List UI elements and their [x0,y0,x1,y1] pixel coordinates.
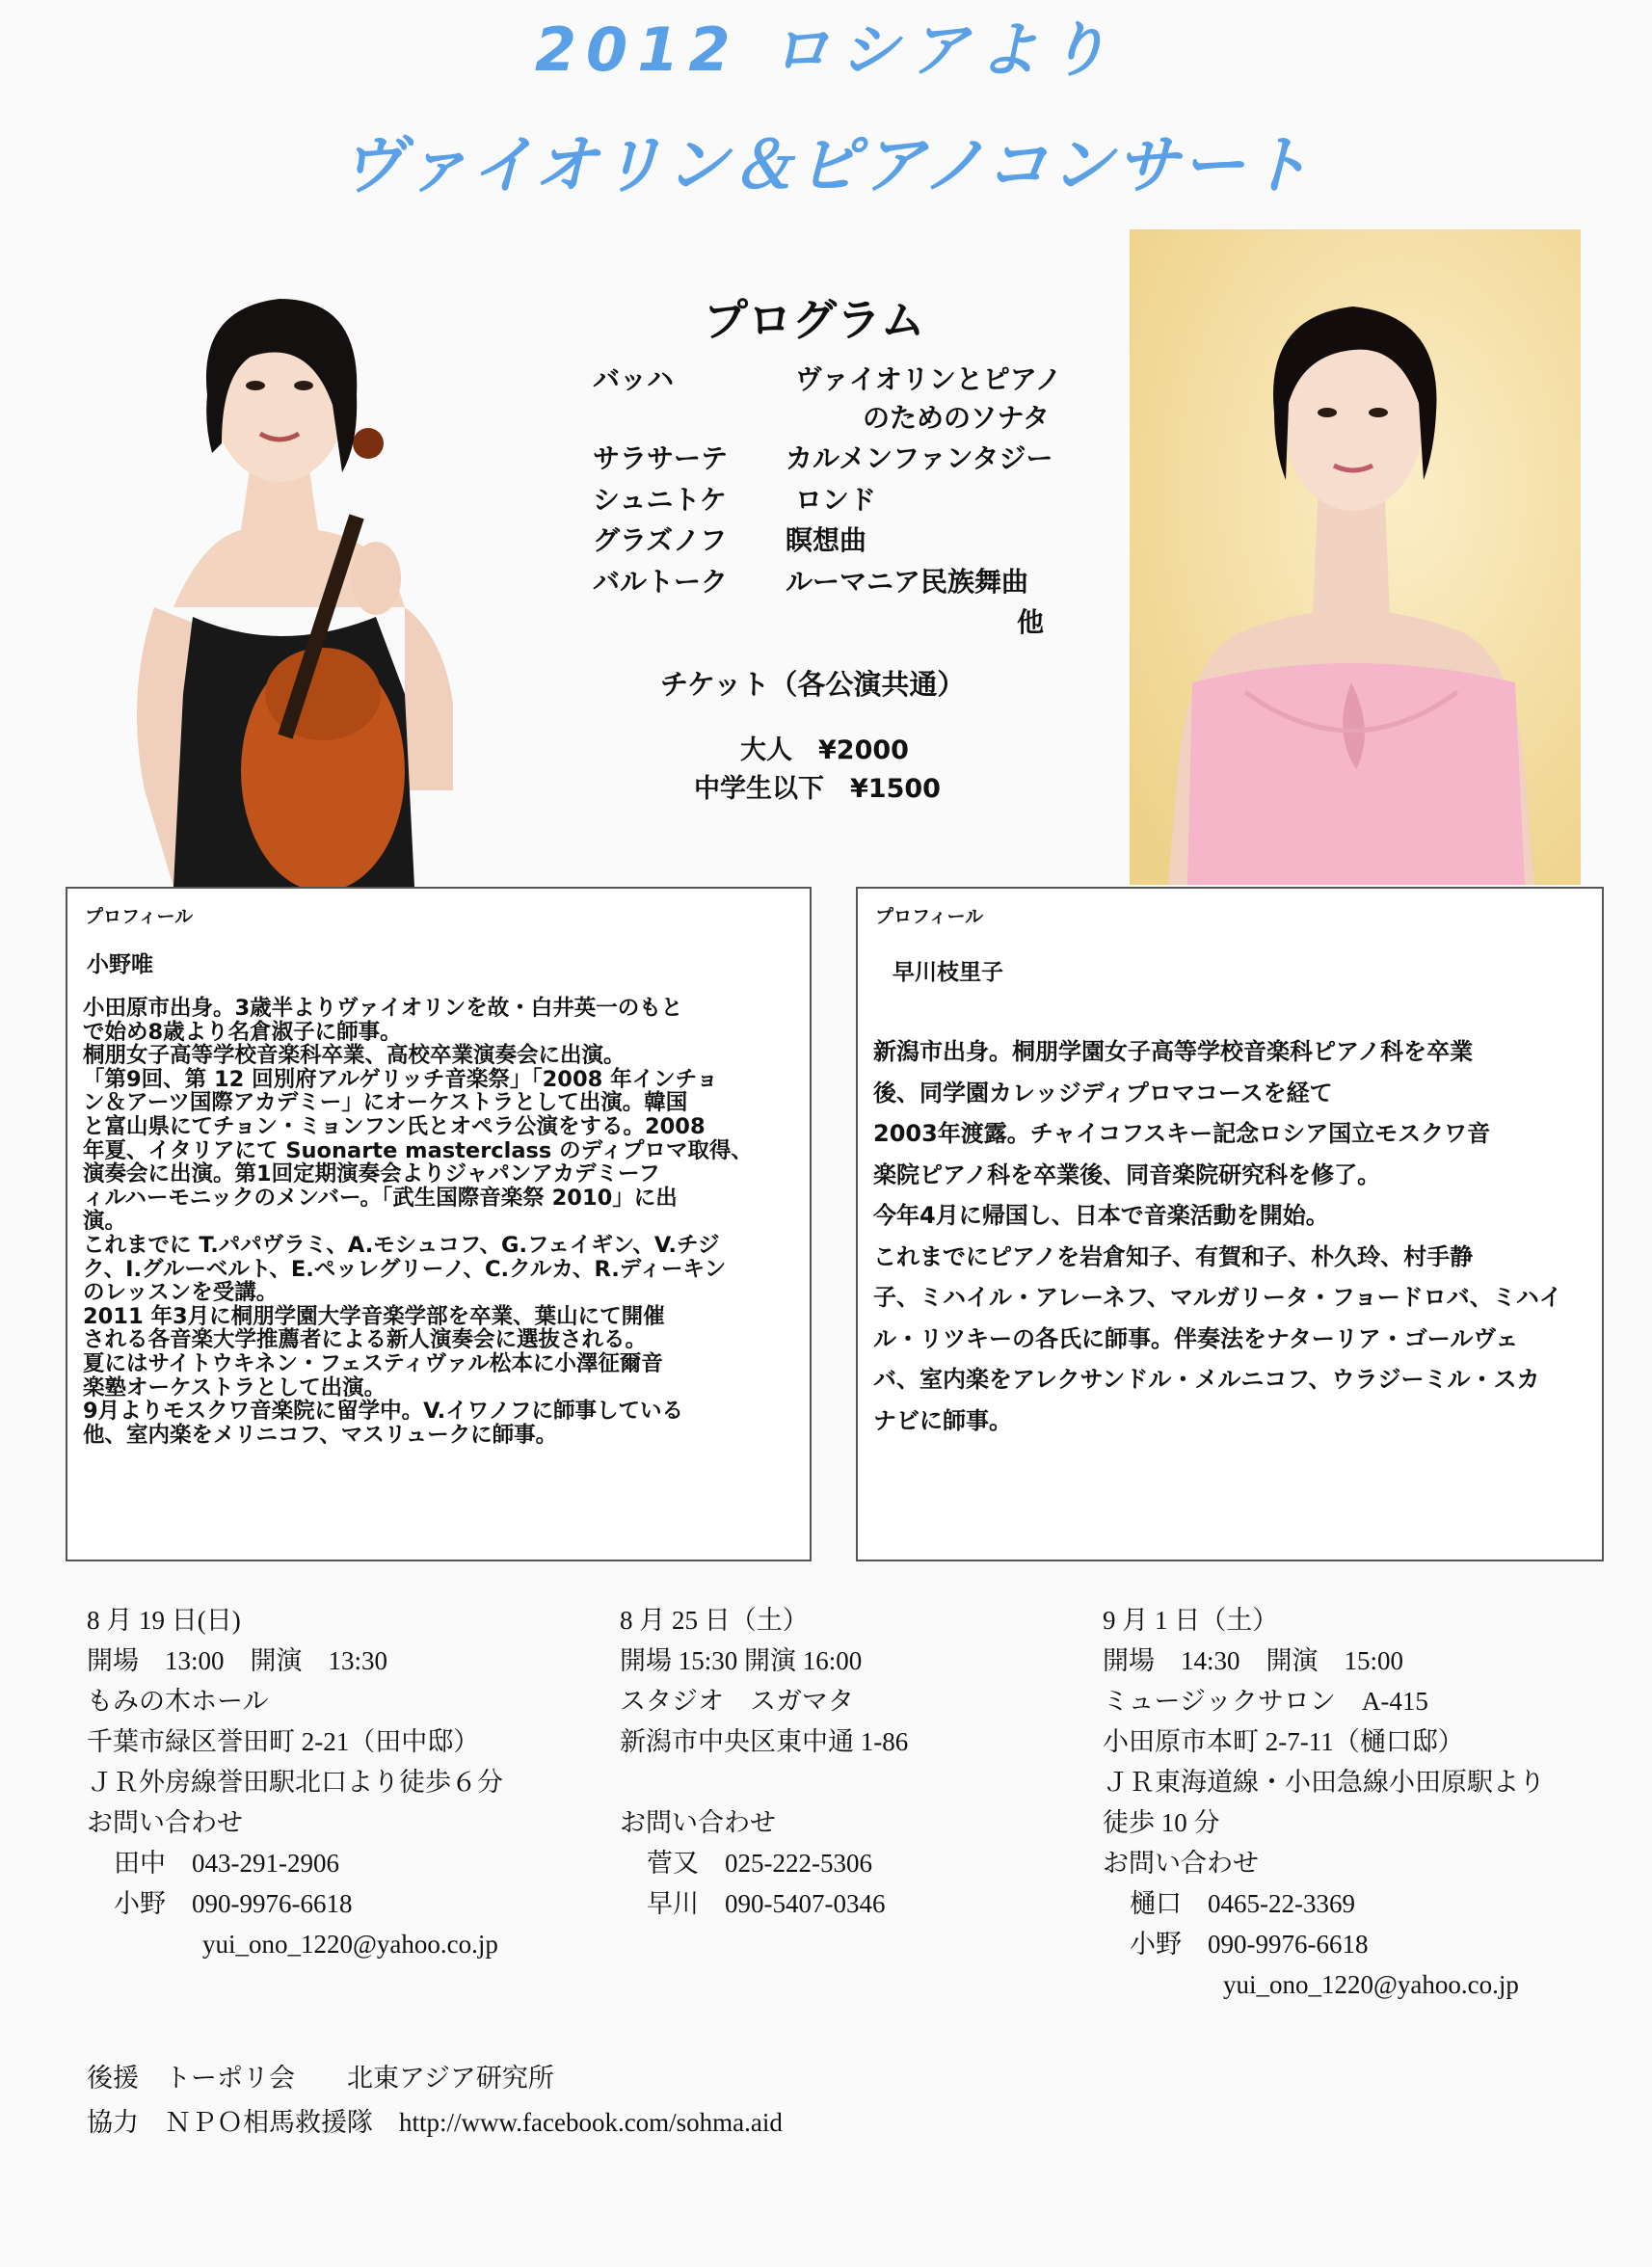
program-work: 他 [1017,606,1045,638]
contact-email[interactable]: yui_ono_1220@yahoo.co.jp [1223,1970,1519,1999]
concert-date: 8 月 19 日(日) [87,1606,241,1635]
ticket-price-adult: 大人 ¥2000 [740,735,909,765]
inquiry-label: お問い合わせ [1103,1849,1259,1878]
program-item [593,360,1062,399]
program-title: プログラム [704,294,925,346]
program-work: ロンド [795,484,877,516]
profile-name: 早川枝里子 [893,960,1003,985]
concert-address: 小田原市本町 2-7-11（樋口邸） [1103,1727,1464,1756]
program-item [593,481,876,520]
contact-phone: 025-222-5306 [725,1849,872,1878]
program-item [593,440,1052,478]
contact-row [1103,1924,1642,1964]
ticket-title: チケット（各公演共通） [660,668,966,701]
concert-date: 8 月 25 日（土） [620,1606,809,1635]
profile-box-violinist [66,887,812,1561]
contact-phone: 090-9976-6618 [1208,1930,1369,1959]
program-composer: シュニトケ [593,484,727,516]
title-line-2: ヴァイオリン＆ピアノコンサート [339,128,1313,202]
program-item [593,399,1050,438]
program-work: ルーマニア民族舞曲 [786,566,1029,598]
program-item [593,521,866,560]
concert-access-2: 徒歩 10 分 [1103,1808,1220,1837]
program-item [593,603,1044,642]
concert-time: 開場 14:30 開演 15:00 [1103,1646,1404,1675]
contact-phone: 090-9976-6618 [192,1889,353,1918]
program-work: ヴァイオリンとピアノ [795,363,1062,395]
program-item [593,563,1028,601]
footer-support: 後援 トーポリ会 北東アジア研究所 [87,2064,554,2093]
contact-row [620,1883,1053,1924]
contact-name: 小野 [1130,1930,1182,1959]
profile-text: 新潟市出身。桐朋学園女子高等学校音楽科ピアノ科を卒業 後、同学園カレッジディプロマコースを経て 2003年渡露。チャイコフスキー記念ロシア国立モスクワ音 楽院ピアノ科を卒業後、同音楽院研究科を修了。 今年4月に帰国し、日本で音楽活動を開始。 これまでにピアノを岩倉知子、有賀和子、朴久玲、村手静 子、ミハイル・アレーネフ、マルガリータ・フョードロバ、ミハイ ル・リツキーの各氏に師事。伴奏法をナターリア・ゴールヴェ バ、室内楽をアレクサンドル・メルニコフ、ウラジーミル・スカ ナビに師事。 [873,1038,1562,1434]
program-work: 瞑想曲 [786,524,867,556]
contact-row [87,1843,626,1883]
inquiry-label: お問い合わせ [87,1808,243,1837]
concert-info-2 [620,1600,1053,1924]
concert-address: 千葉市緑区誉田町 2-21（田中邸） [87,1727,480,1756]
program-composer: バッハ [593,363,675,395]
ticket-price-student: 中学生以下 ¥1500 [694,774,941,804]
concert-venue: スタジオ スガマタ [620,1687,854,1716]
contact-row [87,1883,626,1924]
concert-address: 新潟市中央区東中通 1-86 [620,1727,909,1756]
pianist-photo [1130,229,1581,885]
contact-name: 樋口 [1130,1889,1182,1918]
concert-info-1 [87,1600,626,1964]
program-composer: バルトーク [593,566,729,598]
concert-time: 開場 15:30 開演 16:00 [620,1646,863,1675]
concert-date: 9 月 1 日（土） [1103,1606,1279,1635]
program-work: カルメンファンタジー [786,442,1053,474]
program-composer: グラズノフ [593,524,728,556]
contact-name: 早川 [647,1889,699,1918]
program-work: のためのソナタ [863,402,1051,434]
profile-label: プロフィール [85,906,194,927]
violinist-photo [116,289,530,887]
contact-row [620,1843,1053,1883]
contact-phone: 043-291-2906 [192,1849,339,1878]
contact-name: 小野 [114,1889,166,1918]
title-line-1: 2012 ロシアより [534,14,1118,85]
concert-access: ＪＲ外房線誉田駅北口より徒歩６分 [87,1768,503,1797]
profile-text: 小田原市出身。3歳半よりヴァイオリンを故・白井英一のもと で始め8歳より名倉淑子に師事。 桐朋女子高等学校音楽科卒業、高校卒業演奏会に出演。 「第9回、第 12 回別府アルゲリッチ音楽祭」「2008 年インチョ ン＆アーツ国際アカデミー」にオーケストラとして出演。韓国 と富山県にてチョン・ミョンフン氏とオペラ公演をする。2008 年夏、イタリアにて Suonarte masterclass のディプロマ取得、 演奏会に出演。第1回定期演奏会よりジャパンアカデミーフ ィルハーモニックのメンバー。「武生国際音楽祭 2010」に出 演。 これまでに T.パパヴラミ、A.モシュコフ、G.フェイギン、V.チジ ク、I.グルーベルト、E.ペッレグリーノ、C.クルカ、R.ディーキン のレッスンを受講。 2011 年3月に桐朋学園大学音楽学部を卒業、葉山にて開催 される各音楽大学推薦者による新人演奏会に選抜される。 夏にはサイトウキネン・フェスティヴァル松本に小澤征爾音 楽塾オーケストラとして出演。 9月よりモスクワ音楽院に留学中。V.イワノフに師事している 他、室内楽をメリニコフ、マスリュークに師事。 [83,996,753,1448]
contact-email[interactable]: yui_ono_1220@yahoo.co.jp [202,1930,498,1959]
profile-label: プロフィール [875,906,984,927]
concert-time: 開場 13:00 開演 13:30 [87,1646,388,1675]
concert-venue: ミュージックサロン A-415 [1103,1687,1428,1716]
contact-name: 田中 [114,1849,166,1878]
profile-name: 小野唯 [87,952,153,977]
concert-info-3 [1103,1600,1642,2005]
concert-access: ＪＲ東海道線・小田急線小田原駅より [1103,1768,1545,1797]
profile-box-pianist [856,887,1604,1561]
contact-name: 菅又 [647,1849,699,1878]
concert-venue: もみの木ホール [87,1687,269,1716]
contact-row [1103,1883,1642,1924]
inquiry-label: お問い合わせ [620,1808,776,1837]
contact-phone: 090-5407-0346 [725,1889,886,1918]
contact-phone: 0465-22-3369 [1208,1889,1355,1918]
program-composer: サラサーテ [593,442,729,474]
footer-cooperation[interactable]: 協力 ＮＰＯ相馬救援隊 http://www.facebook.com/sohma.aid [87,2108,783,2137]
